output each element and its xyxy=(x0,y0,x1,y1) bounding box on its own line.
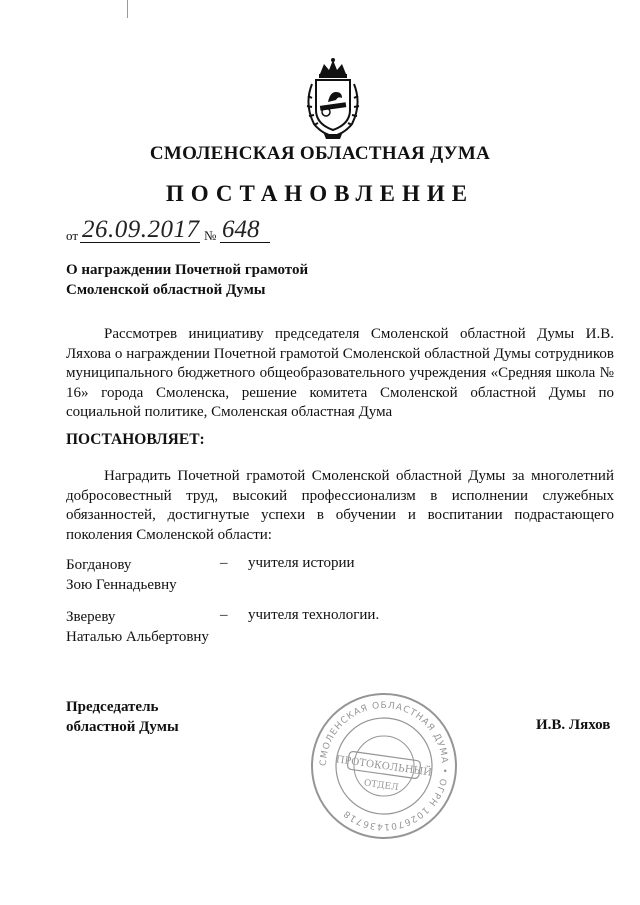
handwritten-date: 26.09.2017 xyxy=(82,216,200,243)
subject-line-1: О награждении Почетной грамотой xyxy=(66,262,309,278)
recipient-given-name: Зою Геннадьевну xyxy=(66,577,177,593)
preamble-paragraph: Рассмотрев инициативу председателя Смоленской областной Думы И.В. Ляхова о награждении Почетной грамотой Смоленской областной Думы сотрудников муниципального бюджетного общеобразовательного учреждения «Средняя школа № 16» города Смоленска, решение комитета Смоленской областной Думы по социальной политике, Смоленская областная Дума xyxy=(66,326,614,420)
recipient-name xyxy=(66,607,209,647)
recipient-name xyxy=(66,555,177,595)
date-number-line xyxy=(66,216,326,246)
number-prefix: № xyxy=(204,228,217,243)
seal-center-line-2: ОТДЕЛ xyxy=(363,778,399,794)
signatory-title xyxy=(66,697,179,737)
signatory-title-line-2: областной Думы xyxy=(66,719,179,735)
handwritten-number: 648 xyxy=(222,216,260,243)
seal-outer-text: СМОЛЕНСКАЯ ОБЛАСТНАЯ ДУМА • ОГРН 1026701436718 xyxy=(318,700,450,832)
recipient-dash: – xyxy=(220,607,228,623)
signatory-name: И.В. Ляхов xyxy=(536,717,611,733)
recipient-position: учителя технологии. xyxy=(248,607,380,623)
recipient-dash: – xyxy=(220,555,228,571)
recipient-surname: Богданову xyxy=(66,557,132,573)
smolensk-coat-of-arms-icon xyxy=(300,58,366,140)
signatory-title-line-1: Председатель xyxy=(66,699,159,715)
recipient-position: учителя истории xyxy=(248,555,355,571)
subject-line-2: Смоленской областной Думы xyxy=(66,282,266,298)
recipient-given-name: Наталью Альбертовну xyxy=(66,629,209,645)
org-name: СМОЛЕНСКАЯ ОБЛАСТНАЯ ДУМА xyxy=(149,143,491,164)
date-underline xyxy=(80,242,200,243)
recipient-surname: Звереву xyxy=(66,609,116,625)
seal-center-line-1: ПРОТОКОЛЬНЫЙ xyxy=(335,754,433,779)
number-underline xyxy=(220,242,270,243)
official-seal-stamp xyxy=(308,690,460,842)
scan-mark xyxy=(127,0,129,18)
doc-subject xyxy=(66,260,308,300)
date-prefix: от xyxy=(66,228,79,243)
decree-word: ПОСТАНОВЛЯЕТ: xyxy=(66,431,205,448)
award-paragraph: Наградить Почетной грамотой Смоленской областной Думы за многолетний добросовестный труд, высокий профессионализм в исполнении служебных обязанностей, достигнутые успехи в обучении и воспитании подрастающего поколения Смоленской области: xyxy=(66,468,614,543)
doc-type-title: ПОСТАНОВЛЕНИЕ xyxy=(165,181,475,206)
